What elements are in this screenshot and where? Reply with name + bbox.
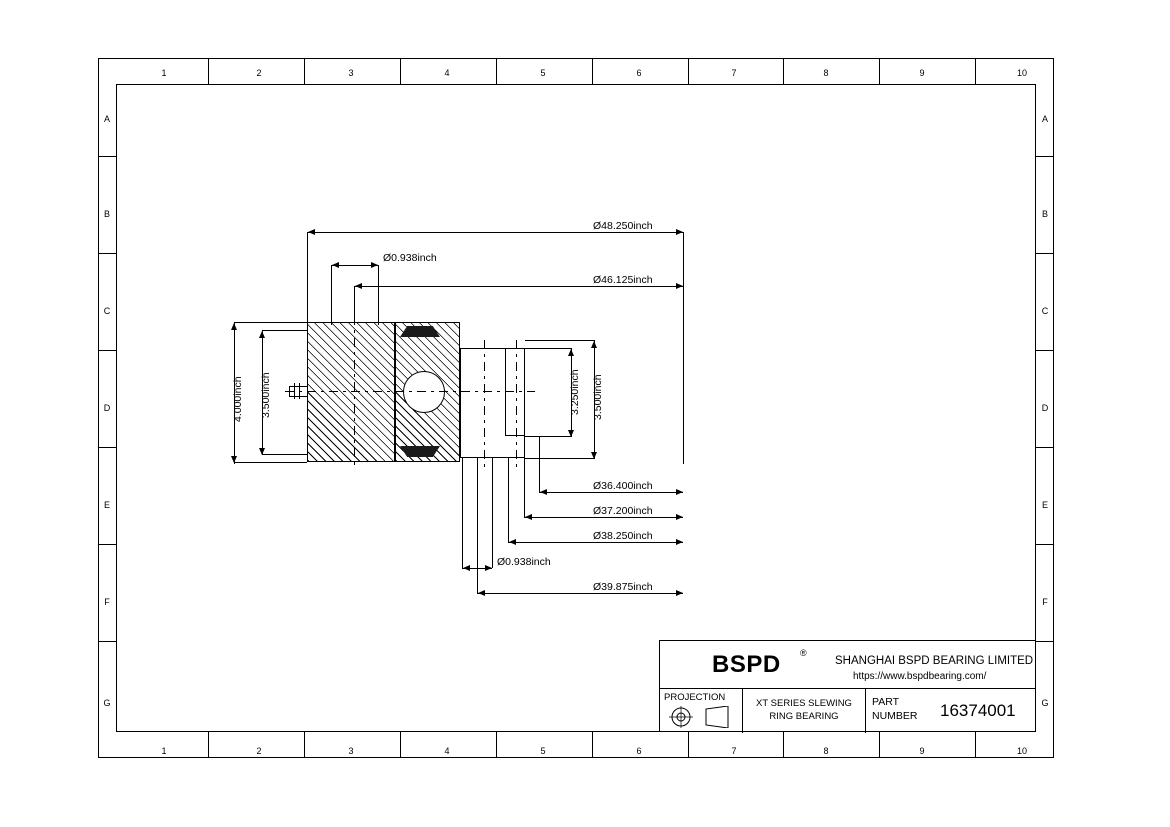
frame-tick (783, 58, 784, 84)
zone-row-c-right: C (1041, 306, 1049, 316)
horizontal-centerline (285, 391, 535, 392)
ext-line-4000-top (234, 322, 307, 323)
frame-tick (1036, 641, 1054, 642)
zone-row-d-right: D (1041, 403, 1049, 413)
arrow-up-3500-left (259, 331, 265, 338)
frame-tick (400, 58, 401, 84)
zone-col-8-top: 8 (823, 68, 829, 78)
frame-tick (879, 732, 880, 758)
ext-line-0938-bottom-left (462, 458, 463, 568)
arrow-up-4000 (231, 323, 237, 330)
zone-col-2-bottom: 2 (256, 746, 262, 756)
frame-tick (98, 253, 116, 254)
zone-row-f-left: F (104, 597, 110, 607)
ext-line-3500-right-bottom (525, 458, 594, 459)
arrow-down-3500-right (591, 452, 597, 459)
dim-label-37200: Ø37.200inch (593, 505, 653, 517)
arrow-down-3250 (568, 430, 574, 437)
inner-ring-step (505, 348, 525, 436)
dim-label-0938-top: Ø0.938inch (383, 252, 437, 264)
frame-tick (592, 732, 593, 758)
frame-tick (1036, 544, 1054, 545)
ext-line-3500-left-bottom (262, 454, 307, 455)
arrow-right-38250 (676, 539, 683, 545)
frame-tick (592, 58, 593, 84)
dim-line-48250 (307, 232, 683, 233)
first-angle-projection-icon (668, 706, 736, 733)
ext-line-38250-left (508, 458, 509, 542)
frame-tick (1036, 253, 1054, 254)
frame-tick (688, 732, 689, 758)
dim-line-37200 (524, 517, 683, 518)
ext-line-36400-left (539, 436, 540, 492)
bolt-hole-centerline-inner-a (484, 340, 485, 468)
projection-label: PROJECTION (664, 692, 726, 703)
title-block-header-row (660, 641, 1035, 689)
dim-label-3500-right: 3.500inch (592, 374, 604, 420)
arrow-left-0938-top (332, 262, 339, 268)
zone-row-e-right: E (1041, 500, 1048, 510)
bolt-hole-centerline-inner-b (516, 340, 517, 468)
registered-trademark-icon: ® (800, 648, 807, 658)
zone-col-3-top: 3 (348, 68, 354, 78)
zone-row-b-left: B (103, 209, 110, 219)
zone-col-1-top: 1 (161, 68, 167, 78)
frame-tick (496, 732, 497, 758)
arrow-down-4000 (231, 456, 237, 463)
zone-row-a-left: A (103, 114, 110, 124)
part-number-label-line-2: NUMBER (872, 710, 918, 722)
frame-tick (304, 732, 305, 758)
frame-tick (98, 350, 116, 351)
ext-line-3500-right-top (525, 340, 594, 341)
zone-col-10-top: 10 (1016, 68, 1027, 78)
ext-line-4000-bottom (234, 462, 307, 463)
dim-label-36400: Ø36.400inch (593, 480, 653, 492)
zone-row-b-right: B (1041, 209, 1048, 219)
frame-tick (98, 156, 116, 157)
dim-line-36400 (539, 492, 683, 493)
dim-label-3500-left: 3.500inch (260, 372, 272, 418)
ext-line-3500-left-top (262, 330, 307, 331)
frame-tick (783, 732, 784, 758)
dim-label-39875: Ø39.875inch (593, 581, 653, 593)
dim-label-3250: 3.250inch (569, 369, 581, 415)
ext-line-3250-top (525, 348, 571, 349)
arrow-left-36400 (540, 489, 547, 495)
zone-col-7-bottom: 7 (731, 746, 737, 756)
frame-tick (208, 58, 209, 84)
company-name: SHANGHAI BSPD BEARING LIMITED (835, 655, 1034, 667)
dim-line-39875 (477, 593, 683, 594)
zone-col-7-top: 7 (731, 68, 737, 78)
bolt-hole-centerline-outer (354, 316, 355, 468)
arrow-left-37200 (525, 514, 532, 520)
ext-line-0938-top-right (378, 265, 379, 325)
arrow-left-38250 (509, 539, 516, 545)
arrow-down-3500-left (259, 448, 265, 455)
zone-col-2-top: 2 (256, 68, 262, 78)
ext-line-48250-left (307, 232, 308, 324)
company-url[interactable]: https://www.bspdbearing.com/ (853, 671, 987, 682)
arrow-up-3500-right (591, 341, 597, 348)
frame-tick (98, 544, 116, 545)
arrow-right-0938-bottom (485, 565, 492, 571)
arrow-up-3250 (568, 349, 574, 356)
dim-label-46125: Ø46.125inch (593, 274, 653, 286)
grease-nipple-line (289, 386, 307, 387)
arrow-right-37200 (676, 514, 683, 520)
zone-row-c-left: C (103, 306, 111, 316)
ext-line-37200-left (524, 436, 525, 517)
frame-tick (879, 58, 880, 84)
frame-tick (208, 732, 209, 758)
frame-tick (975, 58, 976, 84)
dim-label-0938-bottom: Ø0.938inch (497, 556, 551, 568)
zone-col-8-bottom: 8 (823, 746, 829, 756)
frame-tick (496, 58, 497, 84)
outer-ring-section (307, 322, 395, 462)
frame-tick (975, 732, 976, 758)
zone-col-5-bottom: 5 (540, 746, 546, 756)
frame-tick (400, 732, 401, 758)
ext-line-0938-top-left (331, 265, 332, 325)
zone-col-3-bottom: 3 (348, 746, 354, 756)
ext-line-39875-left (477, 458, 478, 593)
ball-element (403, 371, 445, 413)
zone-row-g-left: G (103, 698, 111, 708)
frame-tick (1036, 156, 1054, 157)
arrow-left-46125 (355, 283, 362, 289)
arrow-right-39875 (676, 590, 683, 596)
zone-col-1-bottom: 1 (161, 746, 167, 756)
ext-line-48250-right (683, 232, 684, 464)
arrow-right-0938-top (371, 262, 378, 268)
frame-tick (304, 58, 305, 84)
frame-tick (98, 447, 116, 448)
zone-col-4-bottom: 4 (444, 746, 450, 756)
part-number-cell (866, 689, 1037, 733)
zone-col-10-bottom: 10 (1016, 746, 1027, 756)
zone-row-e-left: E (103, 500, 110, 510)
zone-col-6-top: 6 (636, 68, 642, 78)
zone-col-6-bottom: 6 (636, 746, 642, 756)
dim-line-38250 (508, 542, 683, 543)
arrow-left-48250 (308, 229, 315, 235)
zone-col-9-bottom: 9 (919, 746, 925, 756)
part-number-label-line-1: PART (872, 696, 900, 708)
brand-logo-text: BSPD (712, 651, 781, 678)
frame-tick (688, 58, 689, 84)
arrow-right-36400 (676, 489, 683, 495)
arrow-right-46125 (676, 283, 683, 289)
zone-col-5-top: 5 (540, 68, 546, 78)
series-line-1: XT SERIES SLEWING (756, 698, 852, 709)
ext-line-46125-left (354, 286, 355, 324)
zone-row-g-right: G (1041, 698, 1049, 708)
frame-tick (98, 641, 116, 642)
zone-row-f-right: F (1042, 597, 1048, 607)
ext-line-3250-bottom (525, 436, 571, 437)
projection-cell (660, 689, 743, 733)
dim-label-38250: Ø38.250inch (593, 530, 653, 542)
grease-nipple-line (289, 396, 307, 397)
series-cell (743, 689, 866, 733)
frame-tick (1036, 447, 1054, 448)
arrow-left-0938-bottom (463, 565, 470, 571)
frame-tick (1036, 350, 1054, 351)
zone-col-9-top: 9 (919, 68, 925, 78)
ext-line-0938-bottom-right (492, 458, 493, 568)
zone-col-4-top: 4 (444, 68, 450, 78)
series-line-2: RING BEARING (769, 711, 839, 722)
dim-line-46125 (354, 286, 683, 287)
arrow-left-39875 (478, 590, 485, 596)
part-number-value: 16374001 (940, 701, 1016, 720)
zone-row-a-right: A (1041, 114, 1048, 124)
title-block (659, 640, 1036, 732)
dim-label-48250: Ø48.250inch (593, 220, 653, 232)
zone-row-d-left: D (103, 403, 111, 413)
arrow-right-48250 (676, 229, 683, 235)
dim-label-4000: 4.000inch (232, 376, 244, 422)
